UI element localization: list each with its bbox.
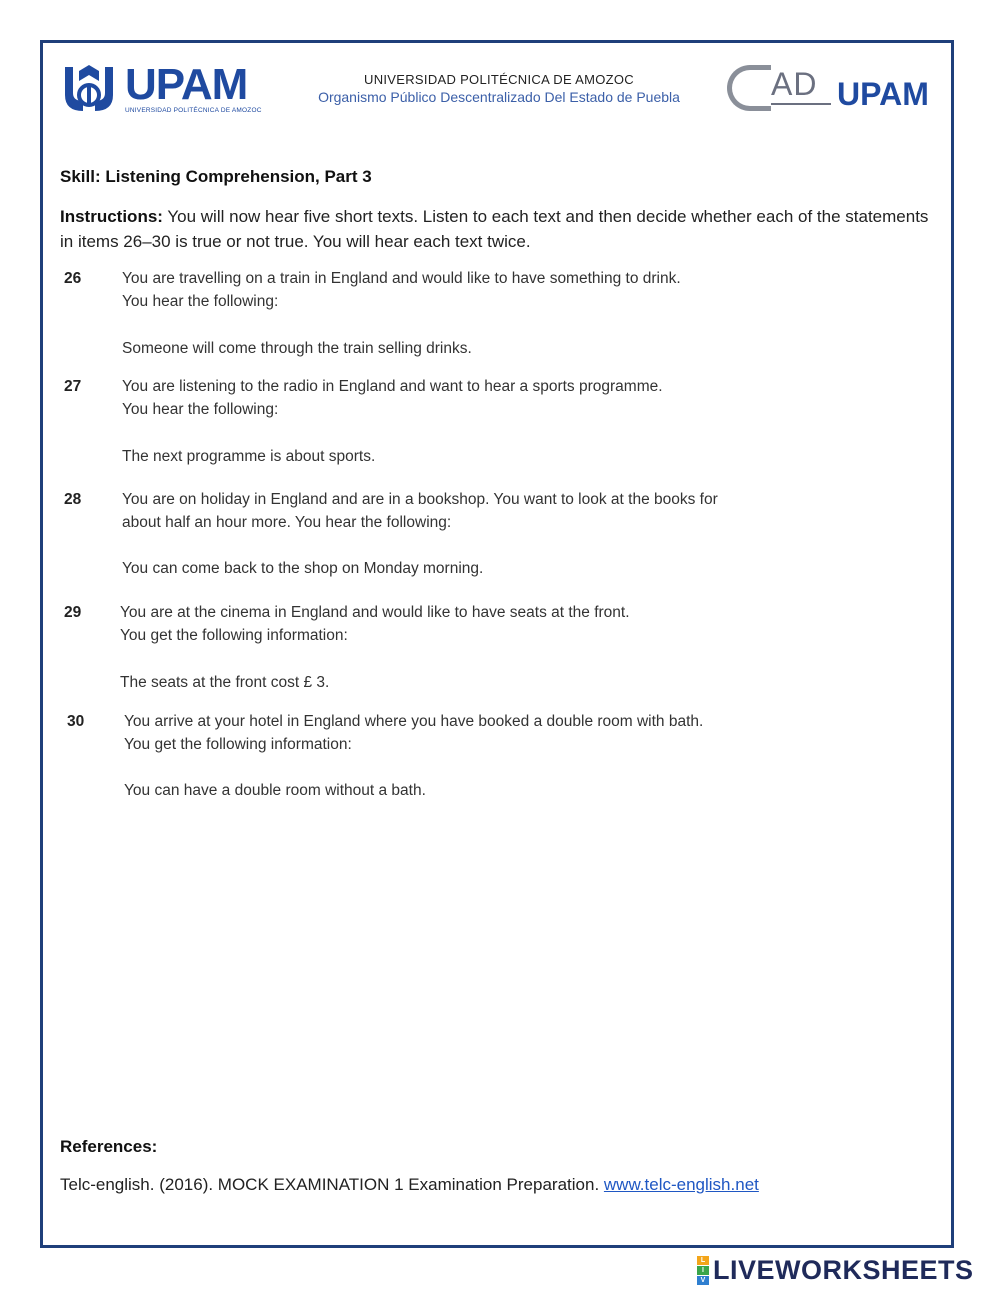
university-subtitle: Organismo Público Descentralizado Del Estado de Puebla <box>318 89 680 105</box>
item-number: 29 <box>64 604 82 621</box>
logo-block: V <box>697 1276 709 1285</box>
liveworksheets-text: LIVEWORKSHEETS <box>713 1254 974 1285</box>
reference-link[interactable]: www.telc-english.net <box>603 1175 759 1194</box>
item-context: You arrive at your hotel in England where you have booked a double room with bath. <box>124 713 704 730</box>
item-context: You are listening to the radio in England and want to hear a sports programme. <box>122 378 663 395</box>
item-statement: You can have a double room without a bath. <box>124 782 426 799</box>
item-statement: You can come back to the shop on Monday morning. <box>122 560 484 577</box>
item-statement: The seats at the front cost £ 3. <box>120 674 330 691</box>
university-heading <box>289 71 709 106</box>
cad-underline <box>771 103 831 105</box>
item-statement: Someone will come through the train selling drinks. <box>122 340 472 357</box>
upam-brand-subtitle: UNIVERSIDAD POLITÉCNICA DE AMOZOC <box>125 107 262 114</box>
instructions-label: Instructions: <box>60 207 163 226</box>
cad-upam-logo <box>725 61 941 121</box>
item-number: 28 <box>64 491 82 508</box>
item-prompt: You get the following information: <box>124 736 352 753</box>
header <box>61 57 936 133</box>
item-number: 26 <box>64 270 82 287</box>
item-prompt: You hear the following: <box>122 293 279 310</box>
upam-brand: UPAM <box>125 60 248 109</box>
cad-upam-text: UPAM <box>837 76 929 112</box>
skill-title: Skill: Listening Comprehension, Part 3 <box>60 167 372 186</box>
references-title: References: <box>60 1137 158 1156</box>
logo-block: L <box>697 1256 709 1265</box>
item-number: 30 <box>67 713 85 730</box>
liveworksheets-logo-icon <box>697 1256 709 1285</box>
liveworksheets-brand[interactable] <box>697 1255 974 1285</box>
page-frame <box>40 40 954 1248</box>
reference-text: Telc-english. (2016). MOCK EXAMINATION 1 Examination Preparation. <box>60 1175 604 1194</box>
instructions-text: You will now hear five short texts. Listen to each text and then decide whether each of the statements in items 26–30 is true or not true. You will hear each text twice. <box>60 207 929 251</box>
cad-c-icon <box>727 65 771 111</box>
item-number: 27 <box>64 378 82 395</box>
item-prompt: about half an hour more. You hear the following: <box>122 514 452 531</box>
upam-logo <box>61 61 271 121</box>
cad-ad-text: AD <box>771 66 818 102</box>
item-context: You are travelling on a train in England and would like to have something to drink. <box>122 270 681 287</box>
item-prompt: You get the following information: <box>120 627 348 644</box>
item-context: You are on holiday in England and are in a bookshop. You want to look at the books for <box>122 491 718 508</box>
upam-emblem-icon <box>61 61 121 117</box>
reference-entry <box>60 1175 759 1195</box>
item-context: You are at the cinema in England and would like to have seats at the front. <box>120 604 630 621</box>
item-statement: The next programme is about sports. <box>122 448 376 465</box>
instructions <box>60 204 940 254</box>
logo-block: I <box>697 1266 709 1275</box>
item-prompt: You hear the following: <box>122 401 279 418</box>
university-name: UNIVERSIDAD POLITÉCNICA DE AMOZOC <box>364 72 634 87</box>
